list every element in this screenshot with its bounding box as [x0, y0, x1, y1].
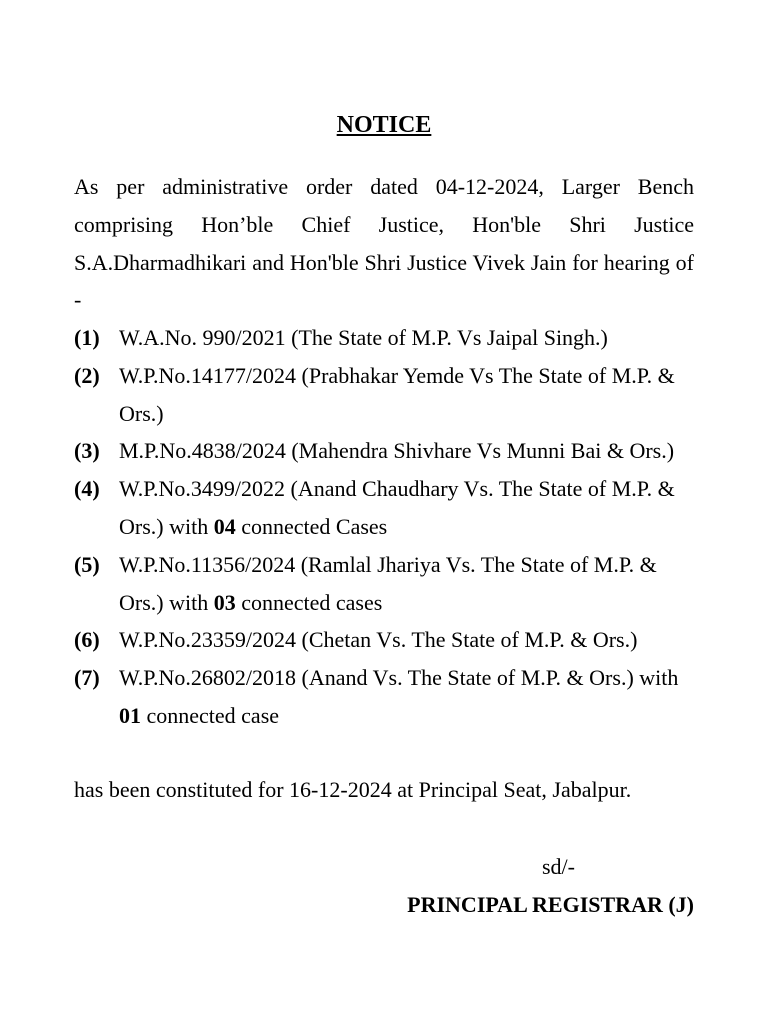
closing-line: has been constituted for 16-12-2024 at Principal Seat, Jabalpur.	[74, 777, 632, 802]
case-item	[74, 546, 694, 622]
case-item	[74, 357, 694, 433]
connected-count: 04	[213, 513, 236, 539]
case-list	[74, 319, 714, 735]
connected-count: 01	[119, 702, 141, 728]
case-number: (3)	[74, 438, 100, 464]
case-suffix: connected cases	[235, 589, 383, 615]
case-text: W.P.No.26802/2018 (Anand Vs. The State of M.P. & Ors.) with	[119, 665, 679, 691]
case-suffix: connected Cases	[235, 513, 388, 539]
case-number: (2)	[74, 362, 100, 388]
case-item	[74, 659, 694, 735]
case-item	[74, 621, 694, 659]
case-text: W.P.No.14177/2024 (Prabhakar Yemde Vs The State of M.P. & Ors.)	[119, 362, 675, 426]
case-item	[74, 319, 694, 357]
case-suffix: connected case	[141, 702, 280, 728]
case-number: (1)	[74, 325, 100, 350]
case-text: W.P.No.23359/2024 (Chetan Vs. The State of M.P. & Ors.)	[119, 627, 638, 653]
case-item	[74, 432, 694, 470]
case-text: W.A.No. 990/2021 (The State of M.P. Vs Jaipal Singh.)	[119, 325, 608, 350]
case-number: (4)	[74, 476, 100, 502]
case-number: (6)	[74, 627, 100, 653]
case-number: (5)	[74, 551, 100, 577]
case-text: M.P.No.4838/2024 (Mahendra Shivhare Vs Munni Bai & Ors.)	[119, 438, 675, 464]
signature-mark: sd/-	[542, 854, 575, 879]
case-text: W.P.No.11356/2024 (Ramlal Jhariya Vs. The State of M.P. & Ors.) with	[119, 551, 657, 615]
case-item	[74, 470, 694, 546]
signatory-title: PRINCIPAL REGISTRAR (J)	[407, 892, 694, 917]
connected-count: 03	[213, 589, 236, 615]
case-number: (7)	[74, 665, 100, 691]
case-text: W.P.No.3499/2022 (Anand Chaudhary Vs. The State of M.P. & Ors.) with	[119, 476, 675, 539]
notice-title: NOTICE	[336, 112, 432, 138]
intro-paragraph: As per administrative order dated 04-12-2024, Larger Bench comprising Hon’ble Chief Justice, Hon'ble Shri Justice S.A.Dharmadhikari and Hon'ble Shri Justice Vivek Jain for hearing of -	[74, 174, 694, 313]
